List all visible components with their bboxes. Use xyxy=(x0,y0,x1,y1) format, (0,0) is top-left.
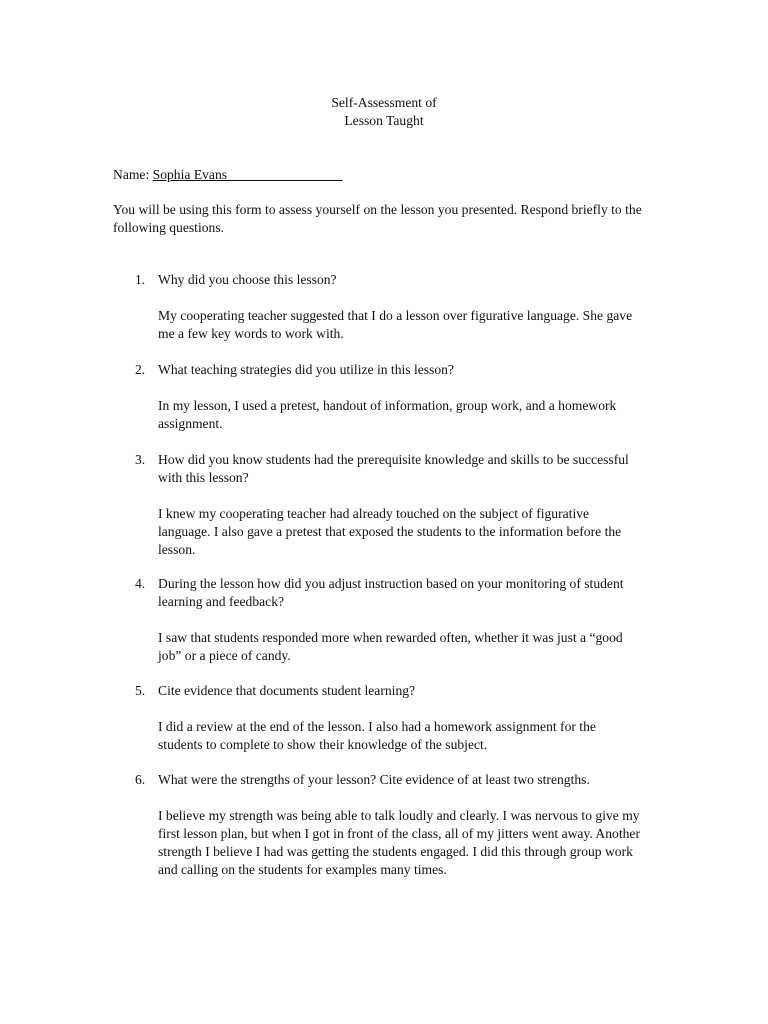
question-number: 4. xyxy=(135,576,146,591)
question-text: How did you know students had the prerequisite knowledge and skills to be successful with this lesson? xyxy=(158,452,629,485)
answer-text: In my lesson, I used a pretest, handout of information, group work, and a homework assignment. xyxy=(158,398,617,431)
question-number: 5. xyxy=(135,683,146,698)
title-line-1: Self-Assessment of xyxy=(331,95,437,110)
answer-text: I saw that students responded more when rewarded often, whether it was just a “good job” or a piece of candy. xyxy=(158,630,623,663)
answer-text: I knew my cooperating teacher had already touched on the subject of figurative language. I also gave a pretest that exposed the students to the information before the lesson. xyxy=(158,506,622,557)
question-item-2 xyxy=(113,361,673,433)
question-number: 2. xyxy=(135,362,146,377)
answer-text: My cooperating teacher suggested that I do a lesson over figurative language. She gave me a few key words to work with. xyxy=(158,308,633,341)
question-text: Cite evidence that documents student learning? xyxy=(158,683,416,698)
question-text: Why did you choose this lesson? xyxy=(158,272,337,287)
question-text: What teaching strategies did you utilize in this lesson? xyxy=(158,362,454,377)
question-number: 1. xyxy=(135,272,146,287)
instructions-text: You will be using this form to assess yourself on the lesson you presented. Respond briefly to the following questions. xyxy=(113,202,642,235)
question-number: 6. xyxy=(135,772,146,787)
question-item-4 xyxy=(113,575,673,665)
name-label: Name: xyxy=(113,167,150,182)
question-item-1 xyxy=(113,271,673,343)
name-value: Sophia Evans_________________ xyxy=(152,167,343,182)
question-text: What were the strengths of your lesson? Cite evidence of at least two strengths. xyxy=(158,772,590,787)
question-item-3 xyxy=(113,451,673,559)
title-line-2: Lesson Taught xyxy=(344,113,424,128)
name-field xyxy=(113,166,343,184)
question-text: During the lesson how did you adjust instruction based on your monitoring of student learning and feedback? xyxy=(158,576,624,609)
answer-text: I did a review at the end of the lesson. I also had a homework assignment for the students to complete to show their knowledge of the subject. xyxy=(158,719,596,752)
answer-text: I believe my strength was being able to talk loudly and clearly. I was nervous to give my first lesson plan, but when I got in front of the class, all of my jitters went away. Another strength I believe I had was getting the students engaged. I did this through group work and calling on the students for examples many times. xyxy=(158,808,640,877)
document-title xyxy=(0,94,768,130)
question-number: 3. xyxy=(135,452,146,467)
question-item-6 xyxy=(113,771,673,879)
question-item-5 xyxy=(113,682,673,754)
